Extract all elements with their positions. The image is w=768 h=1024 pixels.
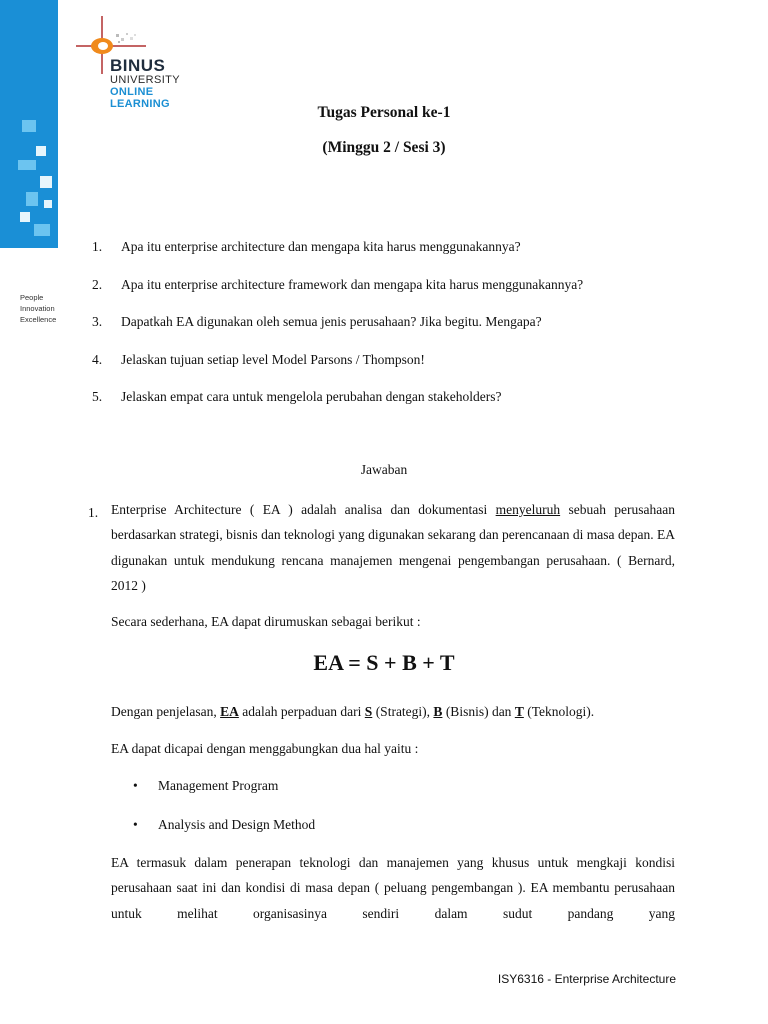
question-list	[92, 238, 712, 426]
logo-online: ONLINE	[110, 86, 154, 98]
document-title: Tugas Personal ke-1	[317, 104, 451, 121]
tagline	[20, 292, 56, 325]
question-item: 2. Apa itu enterprise architecture framework dan mengapa kita harus menggunakannya?	[92, 276, 584, 292]
decorative-side-stripe	[0, 0, 58, 248]
answer-paragraph-3: Dengan penjelasan, EA adalah perpaduan dari S (Strategi), B (Bisnis) dan T (Teknologi).	[111, 704, 595, 719]
ea-formula: EA = S + B + T	[313, 650, 455, 675]
logo-university: UNIVERSITY	[110, 74, 181, 86]
logo-learning: LEARNING	[110, 98, 170, 110]
tagline-excellence: Excellence	[20, 315, 57, 324]
question-item: 1. Apa itu enterprise architecture dan mengapa kita harus menggunakannya?	[92, 239, 521, 254]
page-footer: ISY6316 - Enterprise Architecture	[497, 972, 676, 986]
answer-heading: Jawaban	[360, 462, 408, 477]
document-subtitle: (Minggu 2 / Sesi 3)	[322, 139, 446, 156]
question-item: 4. Jelaskan tujuan setiap level Model Parsons / Thompson!	[92, 351, 425, 367]
question-item: 3. Dapatkah EA digunakan oleh semua jenis perusahaan? Jika begitu. Mengapa?	[92, 314, 542, 329]
binus-logo-text	[110, 58, 180, 110]
logo-binus: BINUS	[110, 56, 166, 75]
answer-paragraph-1: Enterprise Architecture ( EA ) adalah analisa dan dokumentasi menyeluruh sebuah perusahaan berdasarkan strategi, bisnis dan teknologi yang digunakan sekarang dan perencanaan di masa depan. EA digunakan untuk mendukung rencana manajemen mengenai pengembangan perusahaan. ( Bernard, 2012 )	[111, 502, 675, 593]
answer-number: 1.	[88, 505, 99, 520]
answer-paragraph-4: EA dapat dicapai dengan menggabungkan dua hal yaitu :	[111, 741, 419, 756]
answer-paragraph-5: EA termasuk dalam penerapan teknologi dan manajemen yang khusus untuk mengkaji kondisi perusahaan saat ini dan kondisi di masa depan ( peluang pengembangan ). EA membantu perusahaan untuk melihat organisasinya sendiri dalam sudut pandang yang	[111, 855, 675, 921]
bullet-icon: •	[133, 817, 138, 832]
answer-paragraph-2: Secara sederhana, EA dapat dirumuskan sebagai berikut :	[111, 614, 421, 629]
tagline-people: People	[20, 293, 44, 302]
tagline-innovation: Innovation	[20, 304, 55, 313]
bullet-icon: •	[133, 778, 138, 793]
question-item: 5. Jelaskan empat cara untuk mengelola perubahan dengan stakeholders?	[92, 389, 502, 404]
